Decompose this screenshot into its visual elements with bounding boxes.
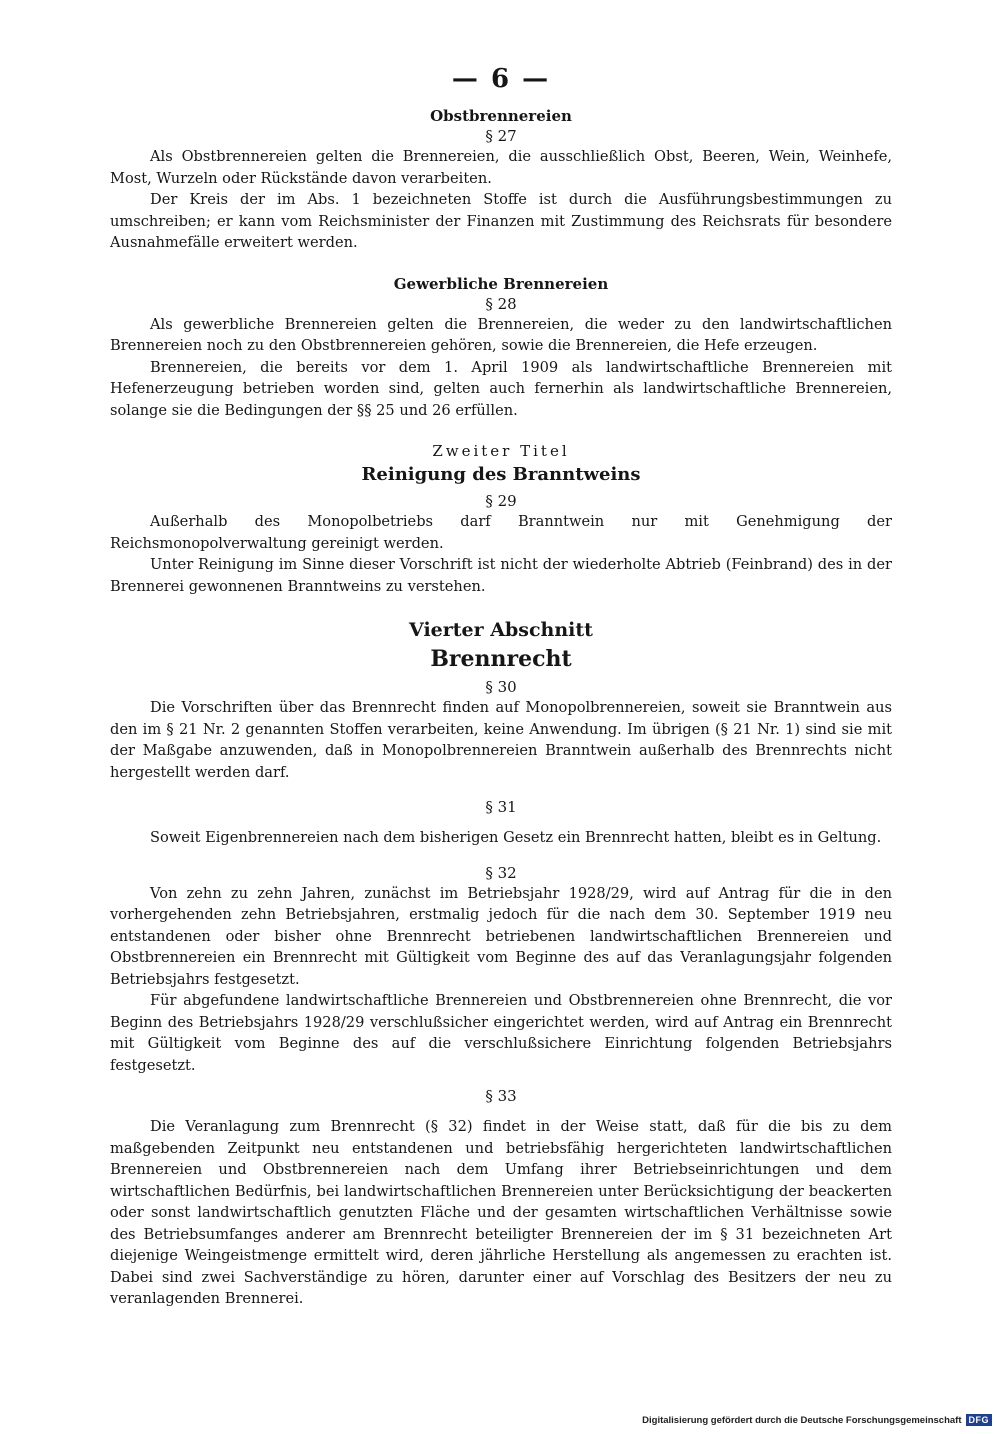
paragraph-sign: § 27 <box>485 127 517 145</box>
paragraph-text: Als gewerbliche Brennereien gelten die Brennereien, die weder zu den landwirtschaftlichen Brennereien noch zu den Obstbrennereien gehören, sowie die Brennereien, die Hefe erzeugen. <box>110 315 892 354</box>
title-label: Zweiter Titel <box>432 442 570 460</box>
paragraph-sign: § 33 <box>485 1087 517 1105</box>
paragraph-text: Als Obstbrennereien gelten die Brennereien, die ausschließlich Obst, Beeren, Wein, Weinhefe, Most, Wurzeln oder Rückstände davon verarbeiten. <box>110 148 892 187</box>
paragraph-sign: § 28 <box>485 294 517 313</box>
chapter-title: Brennrecht <box>430 646 572 672</box>
dfg-logo-icon: DFG <box>966 1414 993 1426</box>
footer-text: Digitalisierung gefördert durch die Deutsche Forschungsgemeinschaft <box>642 1414 962 1426</box>
footer-credit <box>642 1414 992 1426</box>
section-heading: Obstbrennereien <box>430 107 572 125</box>
chapter-4 <box>110 617 892 673</box>
section-27 <box>110 106 892 254</box>
section-31 <box>110 797 892 849</box>
chapter-label: Vierter Abschnitt <box>409 619 593 641</box>
section-33 <box>110 1086 892 1310</box>
paragraph-text: Der Kreis der im Abs. 1 bezeichneten Stoffe ist durch die Ausführungsbestimmungen zu umschreiben; er kann vom Reichsminister der Finanzen mit Zustimmung des Reichsrats für besondere Ausnahmefälle erweitert werden. <box>110 191 892 251</box>
section-28 <box>110 274 892 422</box>
paragraph-sign: § 31 <box>485 798 517 816</box>
section-32 <box>110 863 892 1077</box>
paragraph-sign: § 30 <box>485 678 517 696</box>
paragraph-text: Für abgefundene landwirtschaftliche Brennereien und Obstbrennereien ohne Brennrecht, die vor Beginn des Betriebsjahrs 1928/29 verschlußsicher eingerichtet werden, wird auf Antrag ein Brennrecht mit Gültigkeit vom Beginne des auf die verschlußsichere Einrichtung folgenden Betriebsjahrs festgesetzt. <box>110 992 892 1074</box>
paragraph-text: Von zehn zu zehn Jahren, zunächst im Betriebsjahr 1928/29, wird auf Antrag für die in den vorhergehenden zehn Betriebsjahren, erstmalig jedoch für die nach dem 30. September 1919 neu entstandenen oder bisher ohne Brennrecht betriebenen landwirtschaftlichen Brennereien und Obstbrennereien ein Brennrecht mit Gültigkeit vom Beginne des auf das Veranlagungsjahr folgenden Betriebsjahrs festgesetzt. <box>110 884 892 988</box>
title-2 <box>110 441 892 487</box>
paragraph-text: Die Veranlagung zum Brennrecht (§ 32) findet in der Weise statt, daß für die bis zu dem maßgebenden Zeitpunkt neu entstandenen und betriebsfähig hergerichteten landwirtschaftlichen Brennereien und Obstbrennereien nach dem Umfang ihrer Betriebseinrichtungen und dem wirtschaftlichen Bedürfnis, bei landwirtschaftlichen Brennereien unter Berücksichtigung der beackerten oder sonst landwirtschaftlich genutzten Fläche und der gesamten wirtschaftlichen Verhältnisse sowie des Betriebsumfanges anderer am Brennrecht beteiligter Brennereien der im § 31 bezeichneten Art diejenige Weingeistmenge ermittelt wird, deren jährliche Herstellung als angemessen zu erachten ist. Dabei sind zwei Sachverständige zu hören, darunter einer auf Vorschlag des Besitzers der neu zu veranlagenden Brennerei. <box>110 1118 892 1307</box>
paragraph-text: Außerhalb des Monopolbetriebs darf Branntwein nur mit Genehmigung der Reichsmonopolverwaltung gereinigt werden. <box>110 513 892 552</box>
paragraph-text: Unter Reinigung im Sinne dieser Vorschrift ist nicht der wiederholte Abtrieb (Feinbrand) des in der Brennerei gewonnenen Branntweins zu verstehen. <box>110 556 892 595</box>
paragraph-text: Soweit Eigenbrennereien nach dem bisherigen Gesetz ein Brennrecht hatten, bleibt es in Geltung. <box>150 829 882 846</box>
document-page <box>110 64 892 1310</box>
paragraph-sign: § 29 <box>485 492 517 510</box>
section-30 <box>110 677 892 783</box>
title-heading: Reinigung des Branntweins <box>361 464 641 485</box>
section-29 <box>110 491 892 597</box>
page-number: — 6 — <box>451 64 551 94</box>
section-heading: Gewerbliche Brennereien <box>393 274 609 293</box>
paragraph-text: Brennereien, die bereits vor dem 1. April 1909 als landwirtschaftliche Brennereien mit Hefenerzeugung betrieben worden sind, gelten auch fernerhin als landwirtschaftliche Brennereien, solange sie die Bedingungen der §§ 25 und 26 erfüllen. <box>110 358 892 419</box>
paragraph-text: Die Vorschriften über das Brennrecht finden auf Monopolbrennereien, soweit sie Branntwein aus den im § 21 Nr. 2 genannten Stoffen verarbeiten, keine Anwendung. Im übrigen (§ 21 Nr. 1) sind sie mit der Maßgabe anzuwenden, daß in Monopolbrennereien Branntwein außerhalb des Brennrechts nicht hergestellt werden darf. <box>110 699 892 781</box>
paragraph-sign: § 32 <box>485 863 517 882</box>
